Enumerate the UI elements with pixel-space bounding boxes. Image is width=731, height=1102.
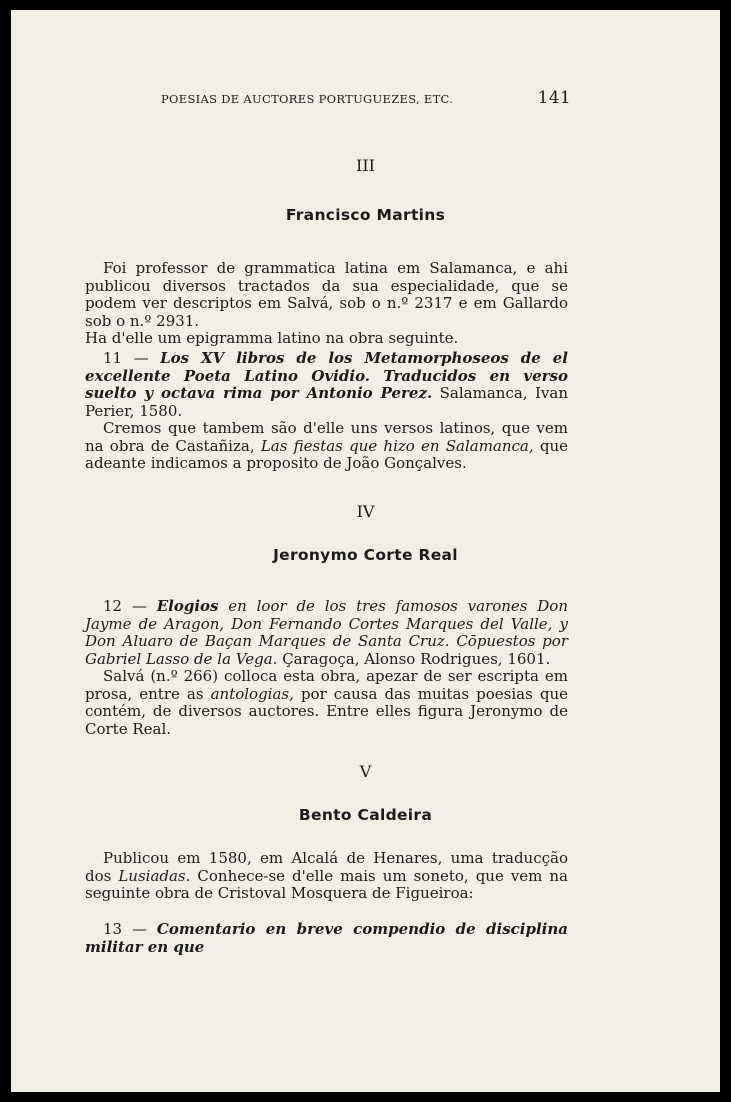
paragraph-caldeira-bio: Publicou em 1580, em Alcalá de Henares, uma traducção dos Lusiadas. Conhece-se d'elle mais um soneto, que vem na seguinte obra de Cristoval Mosquera de Figueiroa: [85, 849, 568, 903]
bibliography-entry-13: 13 — Comentario en breve compendio de disciplina militar en que [85, 920, 569, 956]
paragraph-martins-bio: Foi professor de grammatica latina em Salamanca, e ahi publicou diversos tractados da sua especialidade, que se podem ver descriptos em Salvá, sob o n.º 2317 e em Gallardo sob o n.º 2931. Ha d'elle um epigramma latino na obra seguinte. [85, 259, 568, 348]
section-title-jeronymo-corte-real: Jeronymo Corte Real [273, 546, 458, 564]
section-numeral-3: III [356, 156, 375, 175]
running-title: POESIAS DE AUCTORES PORTUGUEZES, ETC. [161, 92, 454, 106]
section-numeral-5: V [359, 762, 372, 781]
section-title-francisco-martins: Francisco Martins [285, 206, 446, 224]
bibliography-entry-11: 11 — Los XV libros de los Metamorphoseos de el excellente Poeta Latino Ovidio. Traducidos en verso suelto y octava rima por Antonio Perez. Salamanca, Ivan Perier, 1580. [85, 349, 569, 420]
book-page [11, 10, 720, 1092]
section-numeral-4: IV [356, 502, 375, 521]
section-title-bento-caldeira: Bento Caldeira [298, 806, 433, 824]
paragraph-corte-real-note: Salvá (n.º 266) colloca esta obra, apezar de ser escripta em prosa, entre as antologias, por causa das muitas poesias que contém, de diversos auctores. Entre elles figura Jeronymo de Corte Real. [85, 667, 568, 738]
bibliography-entry-12: 12 — Elogios en loor de los tres famosos varones Don Jayme de Aragon, Don Fernando Cortes Marques del Valle, y Don Aluaro de Baçan Marques de Santa Cruz. Cōpuestos por Gabriel Lasso de la Vega. Çaragoça, Alonso Rodrigues, 1601. [85, 597, 568, 668]
page-number: 141 [537, 88, 571, 108]
paragraph-martins-note: Cremos que tambem são d'elle uns versos latinos, que vem na obra de Castañiza, Las fiestas que hizo en Salamanca, que adeante indicamos a proposito de João Gonçalves. [85, 419, 568, 473]
